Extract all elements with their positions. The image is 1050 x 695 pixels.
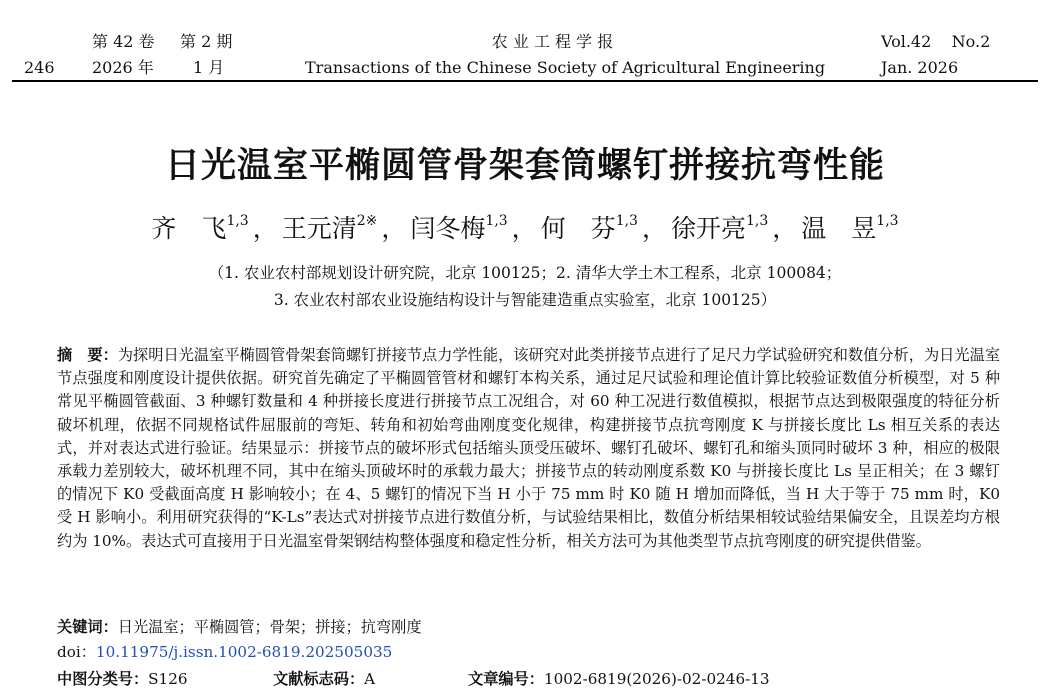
volume-number-en: Vol.42 No.2 xyxy=(881,32,991,51)
author-name: 温 昱 xyxy=(801,214,877,243)
author-name: 闫冬梅 xyxy=(410,214,486,243)
volume-label: 第 42 卷 xyxy=(92,32,155,51)
clc-number xyxy=(57,668,188,690)
author-affiliation-marker: 1,3 xyxy=(746,213,769,229)
keywords-label: 关键词： xyxy=(57,618,118,636)
author-name: 何 芬 xyxy=(540,214,616,243)
document-code-label: 文献标志码： xyxy=(273,670,365,688)
author-affiliation-marker: 1,3 xyxy=(876,213,899,229)
abstract-text: 为探明日光温室平椭圆管骨架套筒螺钉拼接节点力学性能，该研究对此类拼接节点进行了足尺力学试验研究和数值分析，为日光温室节点强度和刚度设计提供依据。研究首先确定了平椭圆管管材和螺钉本构关系，通过足尺试验和理论值计算比较验证数值分析模型，对 5 种常见平椭圆管截面、3 种螺钉数量和 4 种拼接长度进行拼接节点工况组合，对 60 种工况进行数值模拟，根据节点达到极限强度的特征分析破坏机理，依据不同规格试件屈服前的弯矩、转角和初始弯曲刚度变化规律，构建拼接节点抗弯刚度 K 与拼接长度比 Ls 相互关系的表达式，并对表达式进行验证。结果显示：拼接节点的破坏形式包括缩头顶受压破坏、螺钉孔破坏、螺钉孔和缩头顶同时破坏 3 种，相应的极限承载力差别较大，破坏机理不同，其中在缩头顶破坏时的承载力最大；拼接节点的转动刚度系数 K0 与拼接长度比 Ls 呈正相关；在 3 螺钉的情况下 K0 受截面高度 H 影响较小；在 4、5 螺钉的情况下当 H 小于 75 mm 时 K0 随 H 增加而降低，当 H 大于等于 75 mm 时，K0 受 H 影响小。利用研究获得的“K-Ls”表达式对拼接节点进行数值分析，与试验结果相比，数值分析结果相较试验结果偏安全，且误差均方根约为 10%。表达式可直接用于日光温室骨架钢结构整体强度和稳定性分析，相关方法可为其他类型节点抗弯刚度的研究提供借鉴。 xyxy=(57,346,1001,550)
article-number-label: 文章编号： xyxy=(468,670,544,688)
affiliation-line-2: 3. 农业农村部农业设施结构设计与智能建造重点实验室，北京 100125） xyxy=(273,291,777,309)
header-rule xyxy=(12,80,1038,82)
author-name: 徐开亮 xyxy=(670,214,746,243)
page-number: 246 xyxy=(24,58,55,77)
author-affiliation-marker: 2※ xyxy=(356,213,378,229)
author-name: 齐 飞 xyxy=(151,214,227,243)
doi-link[interactable]: 10.11975/j.issn.1002-6819.202505035 xyxy=(95,643,393,661)
affiliation-line-1: （1. 农业农村部规划设计研究院，北京 100125；2. 清华大学土木工程系，北京 100084； xyxy=(208,264,842,282)
document-code xyxy=(273,668,375,690)
abstract xyxy=(57,344,1000,553)
year-label: 2026 年 xyxy=(92,58,154,77)
clc-value: S126 xyxy=(148,670,188,688)
doi xyxy=(57,641,392,663)
article-title: 日光温室平椭圆管骨架套筒螺钉拼接抗弯性能 xyxy=(164,146,885,186)
document-code-value: A xyxy=(364,670,376,688)
author-name: 王元清 xyxy=(281,214,357,243)
month-label: 1 月 xyxy=(193,58,225,77)
keywords xyxy=(57,616,422,638)
issue-label: 第 2 期 xyxy=(180,32,233,51)
author-affiliation-marker: 1,3 xyxy=(485,213,508,229)
clc-label: 中图分类号： xyxy=(57,670,149,688)
author-affiliation-marker: 1,3 xyxy=(615,213,638,229)
date-en: Jan. 2026 xyxy=(881,58,959,77)
article-number-value: 1002-6819(2026)-02-0246-13 xyxy=(543,670,770,688)
journal-name-en: Transactions of the Chinese Society of Agricultural Engineering xyxy=(305,58,826,77)
journal-name-cn: 农 业 工 程 学 报 xyxy=(491,32,614,51)
author-affiliation-marker: 1,3 xyxy=(226,213,249,229)
author-list: 齐 飞$^{1,3}$ ， 王元清$^{2※}$ ， 闫冬梅$^{1,3}$ ， 何 芬$^{1,3}$ ， 徐开亮$^{1,3}$ ， 温 昱$^{1,3}$ xyxy=(151,213,899,243)
abstract-label: 摘 要： xyxy=(57,346,118,364)
doi-label: doi： xyxy=(57,643,96,661)
keywords-text: 日光温室；平椭圆管；骨架；拼接；抗弯刚度 xyxy=(117,618,422,636)
article-number xyxy=(468,668,770,690)
